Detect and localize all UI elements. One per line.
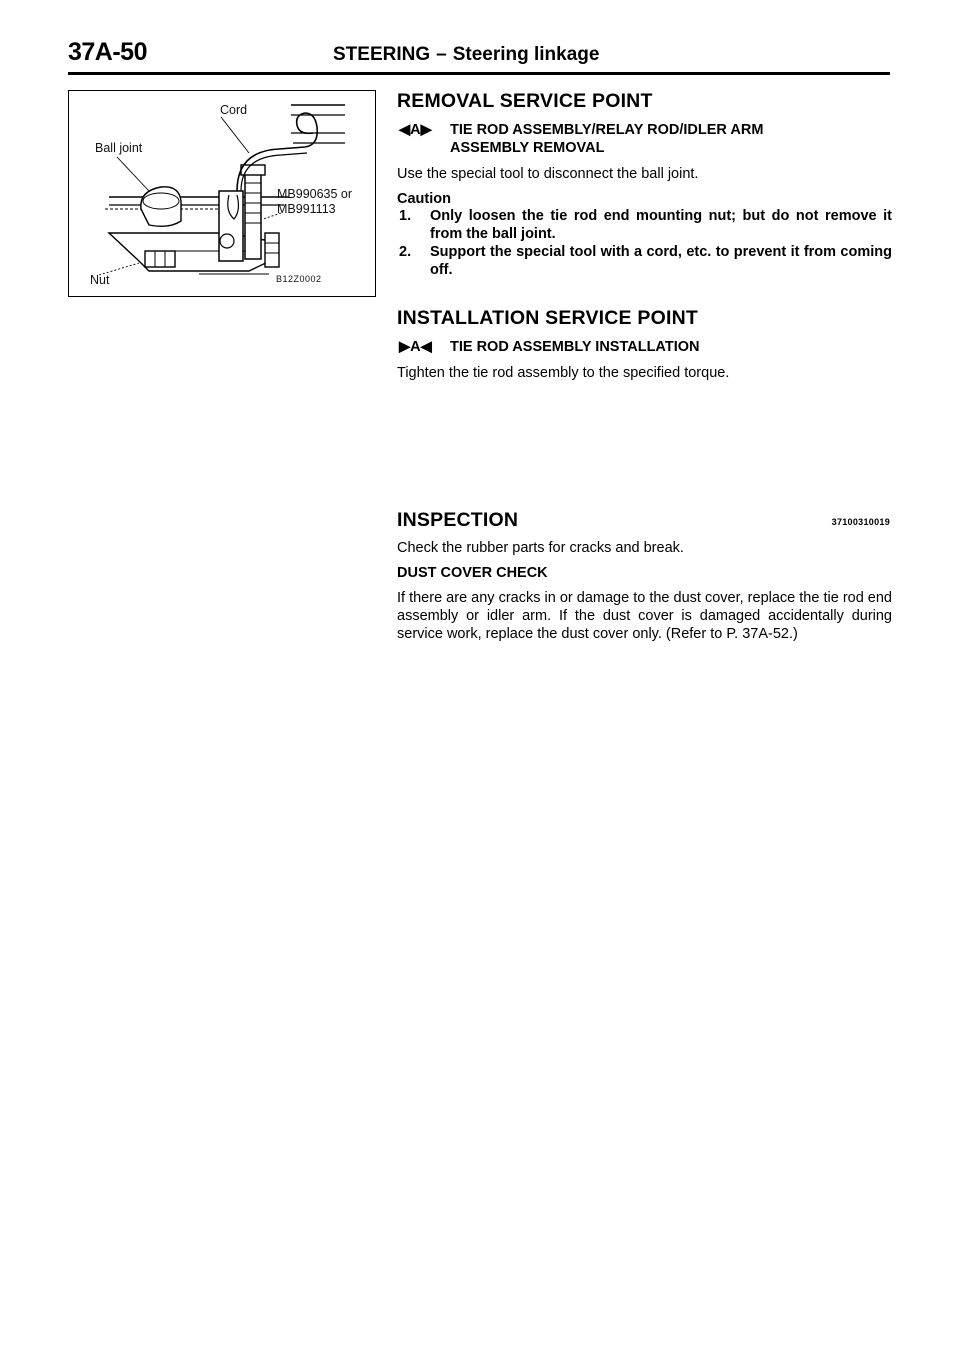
removal-instruction: Use the special tool to disconnect the ball joint. [397,166,699,182]
inspection-heading-row [397,509,892,532]
removal-title: REMOVAL SERVICE POINT [397,90,653,112]
removal-subhead [397,121,892,157]
dust-cover-title: DUST COVER CHECK [397,565,548,581]
dust-cover-text: If there are any cracks in or damage to the dust cover, replace the tie rod end assembly or idler arm. If the dust cover is damaged accidentally during service work, replace the dust cover only. (Refer to P. 37A-52.) [397,590,892,642]
removal-subhead-line2: ASSEMBLY REMOVAL [450,140,605,156]
inspection-instruction: Check the rubber parts for cracks and break. [397,540,684,556]
figure-label-tool: MB990635 or [277,187,353,201]
caution-item-number: 1. [399,208,412,224]
header-title [333,44,599,66]
removal-section [397,90,892,279]
caution-item-number: 2. [399,244,412,260]
caution-list [397,207,892,279]
caution-item-text: Support the special tool with a cord, etc. to prevent it from coming off. [430,244,892,278]
section-title: STEERING [333,44,431,65]
figure-label-ball-joint: Ball joint [95,141,143,155]
installation-title: INSTALLATION SERVICE POINT [397,307,698,329]
caution-label: Caution [397,191,451,207]
installation-instruction: Tighten the tie rod assembly to the specified torque. [397,365,730,381]
header-rule [68,72,890,75]
figure-label-nut: Nut [90,273,110,287]
figure-code: B12Z0002 [276,274,322,284]
removal-subhead-line1: TIE ROD ASSEMBLY/RELAY ROD/IDLER ARM [450,122,764,138]
page-number: 37A-50 [68,38,147,66]
main-content [397,90,892,643]
figure-label-tool-alt: MB991113 [277,202,336,216]
installation-section [397,307,892,382]
installation-marker: ▶A◀ [399,339,432,355]
installation-subhead-text: TIE ROD ASSEMBLY INSTALLATION [450,339,700,355]
removal-marker: ◀A▶ [399,122,432,138]
header-dash: – [436,44,447,65]
subsection-title: Steering linkage [452,44,600,65]
inspection-code: 37100310019 [831,517,890,527]
caution-item [397,243,892,279]
ball-joint-figure [68,90,376,297]
page-header [68,38,890,74]
inspection-section [397,509,892,643]
figure-label-cord: Cord [220,103,248,117]
installation-subhead [397,338,892,356]
caution-item-text: Only loosen the tie rod end mounting nut; but do not remove it from the ball joint. [430,208,892,242]
caution-item [397,207,892,243]
inspection-title: INSPECTION [397,509,519,531]
